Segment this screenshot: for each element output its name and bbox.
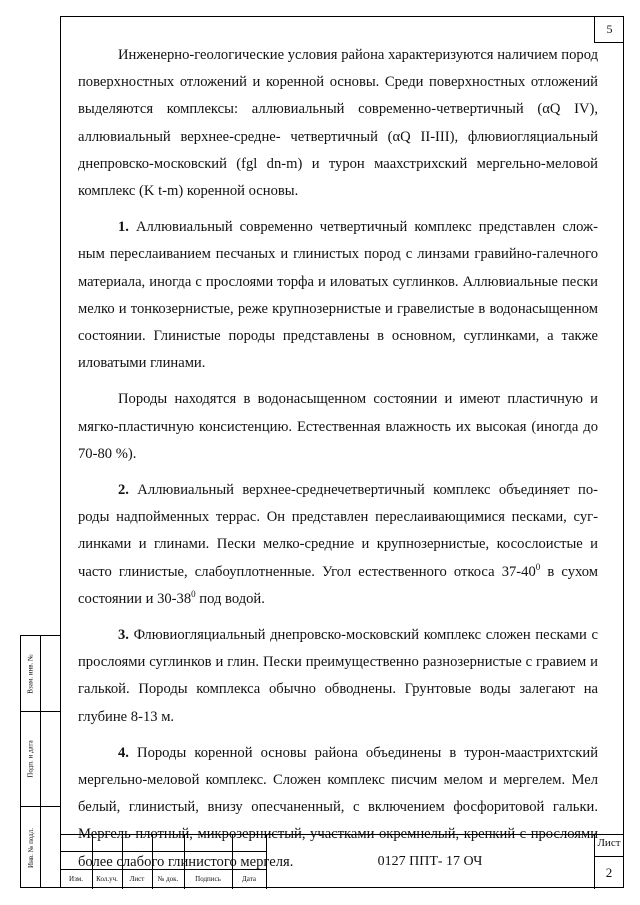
sheet-label: Лист xyxy=(597,837,621,849)
side-label-signature-date: Подп. и дата xyxy=(27,740,35,778)
side-cell-replacement-inv xyxy=(21,636,41,711)
paragraph-text: в сухом состоянии и 30-38 xyxy=(78,563,599,607)
page-number: 5 xyxy=(606,22,613,36)
side-stamp-labels xyxy=(21,636,41,887)
stamp-col-label: Подпись xyxy=(195,875,221,883)
paragraph-1-continued xyxy=(78,386,598,468)
stamp-hline xyxy=(60,869,266,870)
paragraph-text: Инженерно-геологические условия района характеризуются наличием пород поверхностных отложений и коренной основы. Среди поверхностных отложений выделяются комплексы: аллювиальный современно-четвертичный (αQ IV), аллювиальный верхнее-средне- четвертичный (αQ II-III), флювиогляциальный днепровско-московский (fgl dn-m) и турон маахстрихский мергельно-меловой комплекс (K t-m) коренной основы. xyxy=(78,47,598,200)
paragraph-text: Породы находятся в водонасыщенном состоянии и имеют пластичную и мягко-пластичную консистенцию. Естественная влажность их высокая (иногда до 70-80 %). xyxy=(78,391,598,462)
stamp-col-label: Дата xyxy=(242,875,256,883)
paragraph-text: под водой. xyxy=(195,590,265,607)
paragraph-number: 2. xyxy=(118,482,129,499)
side-divider xyxy=(21,806,61,807)
degree-superscript: 0 xyxy=(191,589,196,599)
stamp-hline xyxy=(60,851,266,852)
side-stamp-strip xyxy=(20,635,60,888)
stamp-col-label: № док. xyxy=(157,875,179,883)
paragraph-text: Породы коренной основы района объединены в турон-маастрихтский мергельно-меловой комплекс. Сложен комплекс писчим мелом и мергелем. Мел белый, глинистый, внизу опесчаненный, с включением фосфоритовой гальки. Мергель плотный, микрозернистый, участками окремнелый, крепкий с прослоями более слабого глинистого мергеля. xyxy=(78,744,598,870)
title-block xyxy=(60,834,624,888)
paragraph-3 xyxy=(78,622,598,731)
side-label-original-inv: Инв. № подл. xyxy=(27,828,36,868)
paragraph-2 xyxy=(78,477,598,613)
paragraph-number: 4. xyxy=(118,744,129,761)
paragraph-text: Аллювиальный верхнее-среднечетвертичный комплекс объединяет породы надпойменных террас. Он представлен переслаивающимися песками, суглинками и глинами. Пески мелко-средние и крупнозернистые, косослоистые и часто глинистые, слабоуплотненные. Угол естественного откоса 37-40 xyxy=(78,482,598,580)
stamp-col-label: Кол.уч. xyxy=(96,875,118,883)
side-cell-original-inv xyxy=(21,806,41,889)
paragraph-text: Флювиогляциальный днепровско-московский комплекс сложен песками с прослоями суглинков и глин. Пески преимущественно разнозернистые с гравием и галькой. Породы комплекса обычно обводнены. Грунтовые воды залегают на глубине 8-13 м. xyxy=(78,627,598,725)
paragraph-1 xyxy=(78,214,598,377)
stamp-col-label: Лист xyxy=(129,875,145,883)
stamp-hline xyxy=(594,856,624,857)
paragraph-intro xyxy=(78,42,598,205)
stamp-col-label: Изм. xyxy=(69,875,83,883)
paragraph-text: Аллювиальный современно четвертичный комплекс представлен сложным переслаиванием песчаных и глинистых пород с линзами гравийно-галечного материала, иногда с прослоями торфа и иловатых суглинков. Аллювиальные пески мелко и тонкозернистые, реже крупнозернистые и гравелистые в водонасыщенном состоянии. Глинистые породы представлены в основном, суглинками, а также иловатыми глинами. xyxy=(78,219,598,372)
paragraph-number: 1. xyxy=(118,219,129,236)
sheet-number: 2 xyxy=(605,865,613,880)
paragraph-number: 3. xyxy=(118,627,129,644)
document-body xyxy=(78,42,598,885)
document-code: 0127 ППТ- 17 ОЧ xyxy=(377,854,483,869)
degree-superscript: 0 xyxy=(535,561,541,572)
side-divider xyxy=(21,711,61,712)
page-number-box xyxy=(594,16,624,43)
side-label-replacement-inv: Взам. инв. № xyxy=(27,653,36,694)
side-cell-signature-date xyxy=(21,711,41,806)
